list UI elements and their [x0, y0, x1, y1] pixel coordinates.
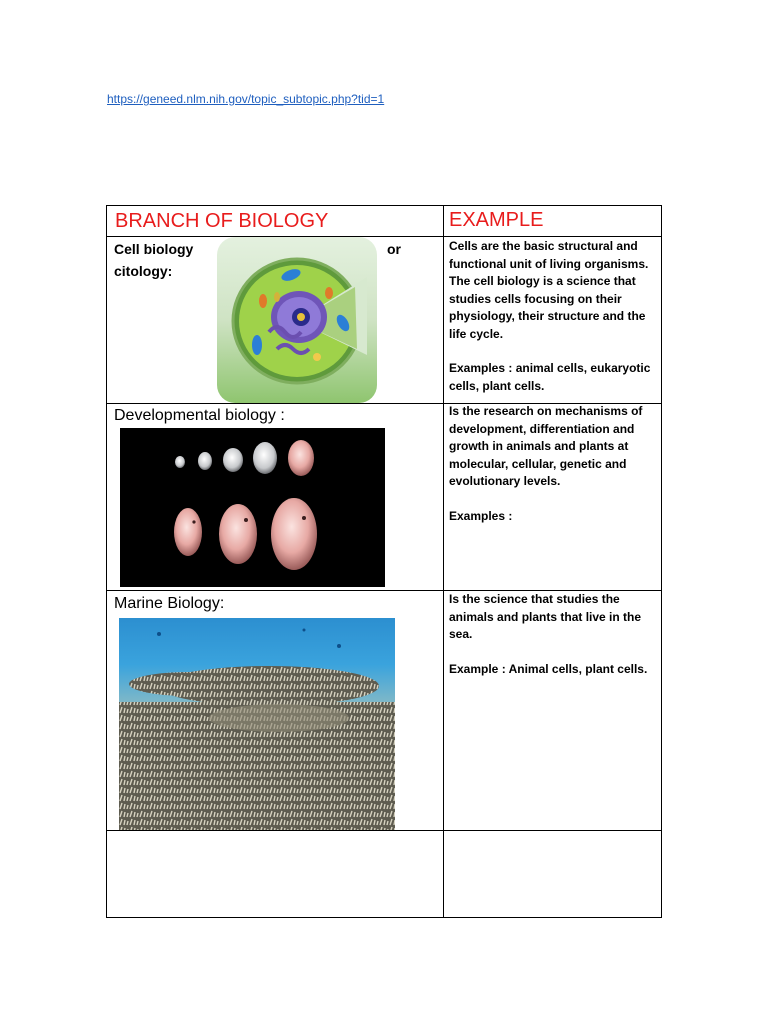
developmental-biology-description	[449, 403, 659, 542]
embryo-development-image	[120, 428, 385, 587]
marine-biology-text: Is the science that studies the animals and plants that live in the sea.	[449, 592, 642, 641]
header-branch: BRANCH OF BIOLOGY	[115, 210, 329, 232]
row-divider	[107, 830, 661, 831]
cell-biology-examples: Examples : animal cells, eukaryotic cells, plant cells.	[449, 361, 651, 393]
cell-biology-description	[449, 238, 659, 412]
animal-cell-image	[217, 237, 377, 403]
developmental-biology-text: Is the research on mechanisms of development, differentiation and growth in animals and plants at molecular, cellular, genetic and evolutionary levels.	[449, 404, 643, 488]
branch-citology: citology:	[114, 263, 173, 279]
branch-cell-biology: Cell biology	[114, 241, 194, 257]
header-example: EXAMPLE	[449, 209, 544, 231]
biology-branches-table	[106, 205, 662, 918]
branch-or: or	[387, 241, 401, 257]
row-divider	[107, 236, 661, 237]
developmental-biology-examples: Examples :	[449, 508, 513, 523]
coral-reef-image	[119, 618, 395, 830]
branch-marine-biology: Marine Biology:	[114, 595, 225, 612]
marine-biology-description	[449, 591, 659, 695]
cell-biology-text: Cells are the basic structural and functional unit of living organisms. The cell biology is a science that studies cells focusing on their physiology, their structure and the life cycle.	[449, 239, 649, 341]
branch-developmental-biology: Developmental biology :	[114, 407, 285, 424]
column-divider	[443, 206, 444, 917]
source-link[interactable]: https://geneed.nlm.nih.gov/topic_subtopic.php?tid=1	[107, 92, 385, 106]
marine-biology-examples: Example : Animal cells, plant cells.	[449, 661, 648, 676]
